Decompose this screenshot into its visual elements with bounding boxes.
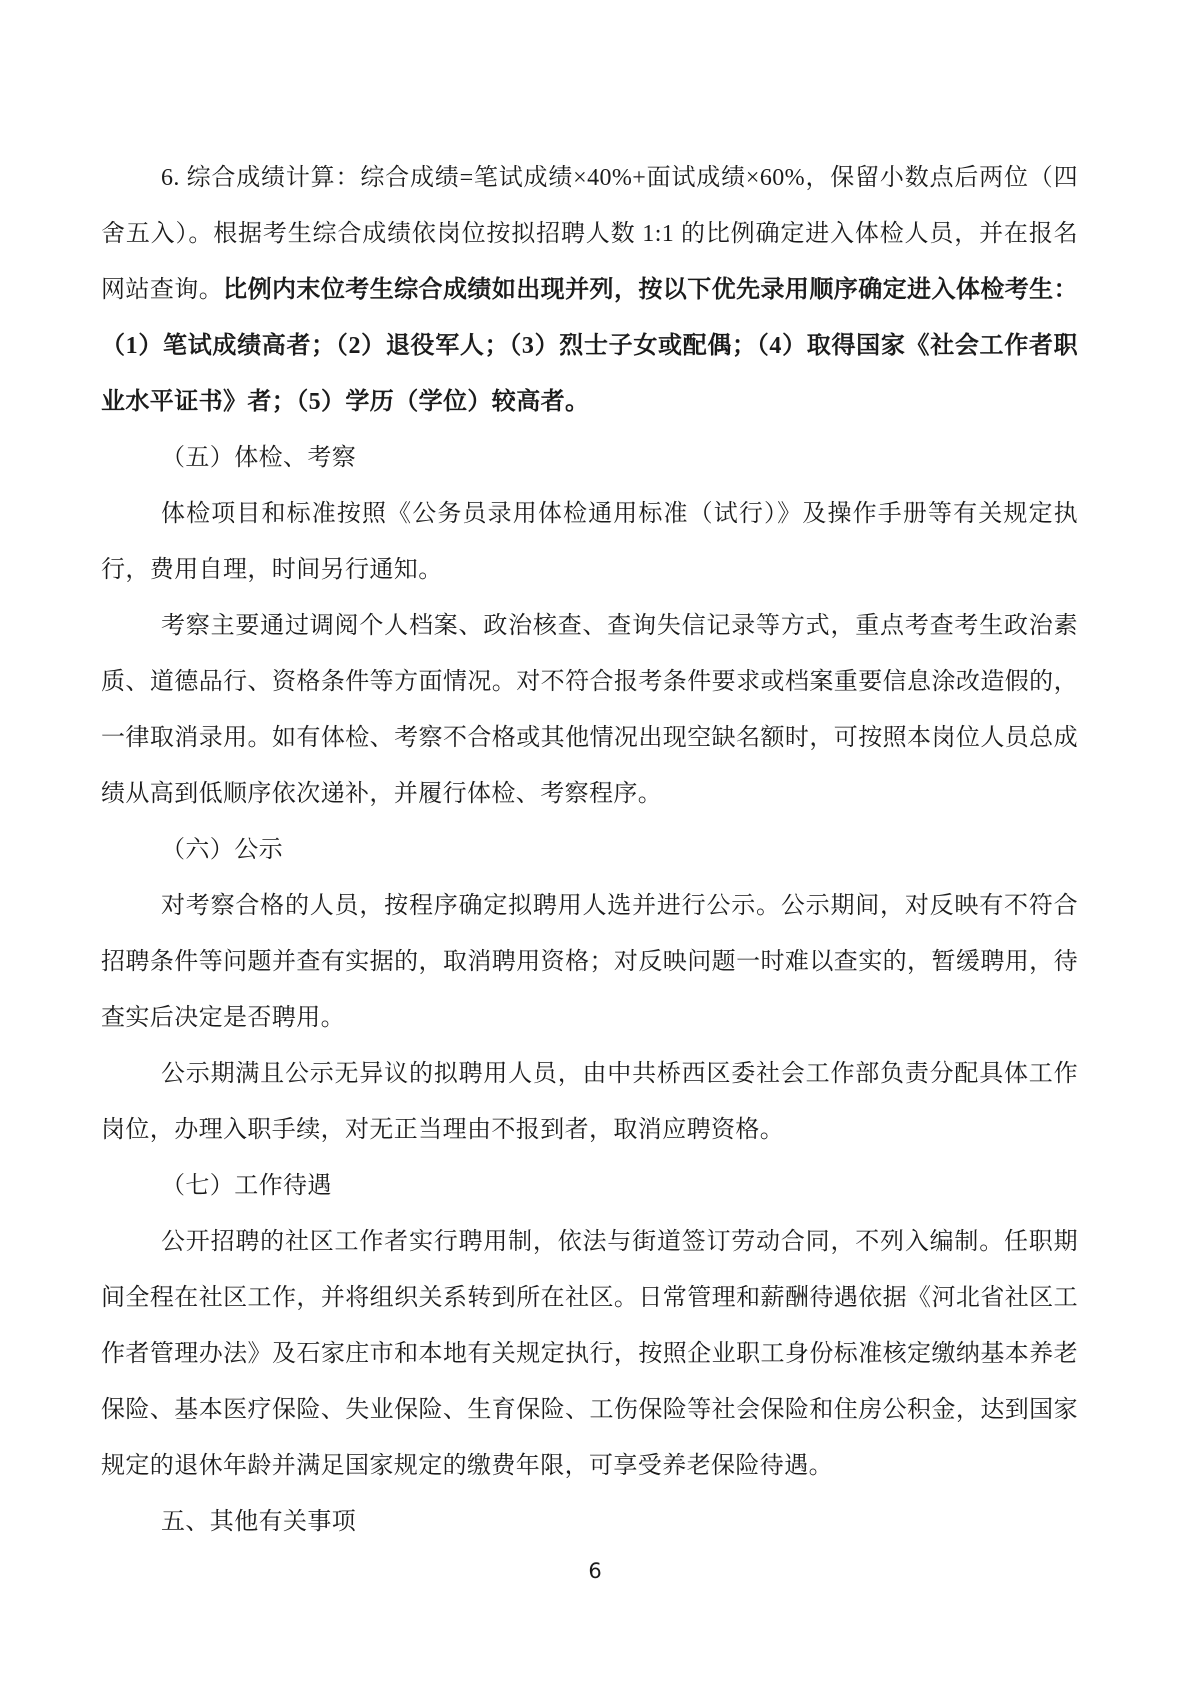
paragraph-medical-exam-standard (101, 486, 1078, 598)
paragraph-composite-score-calculation (101, 150, 1078, 430)
heading-section-other-matters (101, 1494, 1078, 1550)
paragraph-publicity-result (101, 1046, 1078, 1158)
text-run: 体检项目和标准按照《公务员录用体检通用标准（试行）》及操作手册等有关规定执行，费用自理，时间另行通知。 (101, 501, 1078, 583)
heading-section-7-work-treatment (101, 1158, 1078, 1214)
text-run: （五）体检、考察 (161, 445, 357, 471)
text-run: （七）工作待遇 (161, 1173, 332, 1199)
text-run: 对考察合格的人员，按程序确定拟聘用人选并进行公示。公示期间，对反映有不符合招聘条件等问题并查有实据的，取消聘用资格；对反映问题一时难以查实的，暂缓聘用，待查实后决定是否聘用。 (101, 893, 1078, 1031)
paragraph-work-treatment (101, 1214, 1078, 1494)
heading-section-6-publicity (101, 822, 1078, 878)
text-run: 6. 综合成绩计算：综合成绩=笔试成绩×40%+面试成绩×60%，保留小数点后两位（四舍五入）。根据考生综合成绩依岗位按拟招聘人数 1:1 的比例确定进入体检人员，并在报名网站查询。 (101, 165, 1078, 303)
paragraph-inspection-method (101, 598, 1078, 822)
text-run: 考察主要通过调阅个人档案、政治核查、查询失信记录等方式，重点考查考生政治素质、道德品行、资格条件等方面情况。对不符合报考条件要求或档案重要信息涂改造假的，一律取消录用。如有体检、考察不合格或其他情况出现空缺名额时，可按照本岗位人员总成绩从高到低顺序依次递补，并履行体检、考察程序。 (101, 613, 1078, 807)
text-run: 公开招聘的社区工作者实行聘用制，依法与街道签订劳动合同，不列入编制。任职期间全程在社区工作，并将组织关系转到所在社区。日常管理和薪酬待遇依据《河北省社区工作者管理办法》及石家庄市和本地有关规定执行，按照企业职工身份标准核定缴纳基本养老保险、基本医疗保险、失业保险、生育保险、工伤保险等社会保险和住房公积金，达到国家规定的退休年龄并满足国家规定的缴费年限，可享受养老保险待遇。 (101, 1229, 1078, 1479)
text-run: 五、其他有关事项 (161, 1509, 357, 1535)
heading-section-5-medical-inspection (101, 430, 1078, 486)
page-number: 6 (588, 1559, 602, 1583)
paragraph-publicity-rules (101, 878, 1078, 1046)
text-run: 公示期满且公示无异议的拟聘用人员，由中共桥西区委社会工作部负责分配具体工作岗位，办理入职手续，对无正当理由不报到者，取消应聘资格。 (101, 1061, 1078, 1143)
document-content (101, 150, 1078, 1550)
text-run-bold-priority-rules: 比例内末位考生综合成绩如出现并列，按以下优先录用顺序确定进入体检考生：（1）笔试成绩高者；（2）退役军人；（3）烈士子女或配偶；（4）取得国家《社会工作者职业水平证书》者；（5）学历（学位）较高者。 (101, 277, 1079, 415)
text-run: （六）公示 (161, 837, 283, 863)
